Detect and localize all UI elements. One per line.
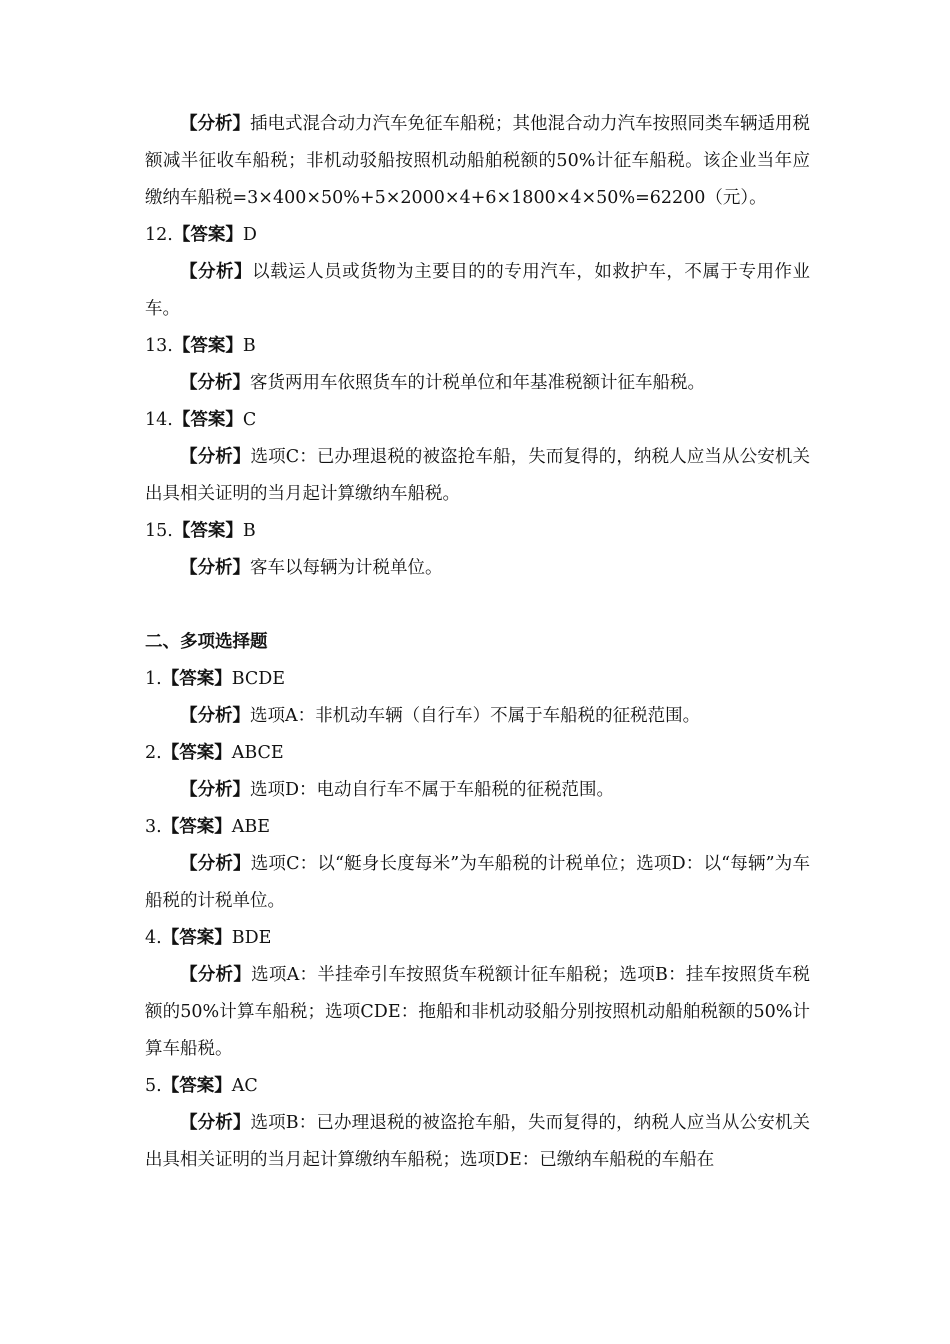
analysis-text: 以载运人员或货物为主要目的的专用汽车，如救护车，不属于专用作业车。	[145, 262, 811, 319]
answer-line	[145, 809, 810, 846]
answer-line	[145, 735, 810, 772]
section-gap	[145, 587, 810, 624]
answer-label: 【答案】	[161, 669, 232, 689]
question-number: 13.	[145, 336, 173, 356]
answer-label: 【答案】	[161, 1076, 232, 1096]
answer-label: 【答案】	[161, 743, 232, 763]
answer-label: 【答案】	[161, 928, 232, 948]
answer-value: BCDE	[231, 669, 286, 689]
question-number: 3.	[145, 817, 162, 837]
analysis-label: 【分析】	[180, 965, 252, 985]
answer-value: B	[242, 336, 256, 356]
question-number: 5.	[145, 1076, 162, 1096]
analysis-text: 选项B：已办理退税的被盗抢车船，失而复得的，纳税人应当从公安机关出具相关证明的当月起计算缴纳车船税；选项DE：已缴纳车船税的车船在	[145, 1113, 810, 1170]
analysis-line	[145, 846, 810, 920]
analysis-line	[145, 957, 810, 1068]
answer-value: BDE	[231, 928, 272, 948]
analysis-text: 选项C：已办理退税的被盗抢车船，失而复得的，纳税人应当从公安机关出具相关证明的当月起计算缴纳车船税。	[145, 447, 811, 504]
analysis-text: 客车以每辆为计税单位。	[250, 558, 443, 578]
section-title: 二、多项选择题	[145, 632, 268, 652]
answer-value: B	[242, 521, 256, 541]
analysis-label: 【分析】	[180, 1113, 251, 1133]
answer-value: AC	[231, 1076, 258, 1096]
answer-line	[145, 661, 810, 698]
question-number: 4.	[145, 928, 162, 948]
question-number: 1.	[145, 669, 162, 689]
intro-analysis	[145, 106, 810, 217]
analysis-line	[145, 254, 810, 328]
analysis-line	[145, 698, 810, 735]
answer-label: 【答案】	[172, 336, 243, 356]
analysis-line	[145, 439, 810, 513]
answer-line	[145, 217, 810, 254]
analysis-label: 【分析】	[180, 706, 250, 726]
analysis-text: 选项A：非机动车辆（自行车）不属于车船税的征税范围。	[250, 706, 701, 726]
answer-value: ABE	[231, 817, 270, 837]
analysis-label: 【分析】	[180, 114, 250, 134]
analysis-text: 选项A：半挂牵引车按照货车税额计征车船税；选项B：挂车按照货车税额的50%计算车船税；选项CDE：拖船和非机动驳船分别按照机动船舶税额的50%计算车船税。	[145, 965, 811, 1059]
analysis-label: 【分析】	[180, 558, 250, 578]
answer-label: 【答案】	[172, 521, 243, 541]
answer-line	[145, 402, 810, 439]
question-number: 14.	[145, 410, 173, 430]
answer-line	[145, 920, 810, 957]
analysis-line	[145, 772, 810, 809]
answer-value: D	[242, 225, 257, 245]
analysis-line	[145, 1105, 810, 1179]
analysis-label: 【分析】	[180, 262, 253, 282]
question-number: 2.	[145, 743, 162, 763]
answer-line	[145, 328, 810, 365]
analysis-label: 【分析】	[180, 373, 250, 393]
document-body	[145, 106, 810, 1179]
answer-label: 【答案】	[161, 817, 232, 837]
analysis-line	[145, 550, 810, 587]
answer-line	[145, 1068, 810, 1105]
analysis-text: 选项C：以“艇身长度每米”为车船税的计税单位；选项D：以“每辆”为车船税的计税单位。	[145, 854, 810, 911]
analysis-text: 插电式混合动力汽车免征车船税；其他混合动力汽车按照同类车辆适用税额减半征收车船税；非机动驳船按照机动船舶税额的50%计征车船税。该企业当年应缴纳车船税=3×400×50%+5×2000×4+6×1800×4×50%=62200（元）。	[145, 114, 810, 208]
question-number: 12.	[145, 225, 173, 245]
analysis-text: 客货两用车依照货车的计税单位和年基准税额计征车船税。	[250, 373, 705, 393]
answer-label: 【答案】	[172, 225, 243, 245]
answer-line	[145, 513, 810, 550]
analysis-text: 选项D：电动自行车不属于车船税的征税范围。	[250, 780, 615, 800]
analysis-line	[145, 365, 810, 402]
analysis-label: 【分析】	[180, 780, 250, 800]
analysis-label: 【分析】	[180, 447, 251, 467]
answer-value: ABCE	[231, 743, 284, 763]
answer-value: C	[242, 410, 257, 430]
question-number: 15.	[145, 521, 173, 541]
answer-label: 【答案】	[172, 410, 243, 430]
analysis-label: 【分析】	[180, 854, 251, 874]
